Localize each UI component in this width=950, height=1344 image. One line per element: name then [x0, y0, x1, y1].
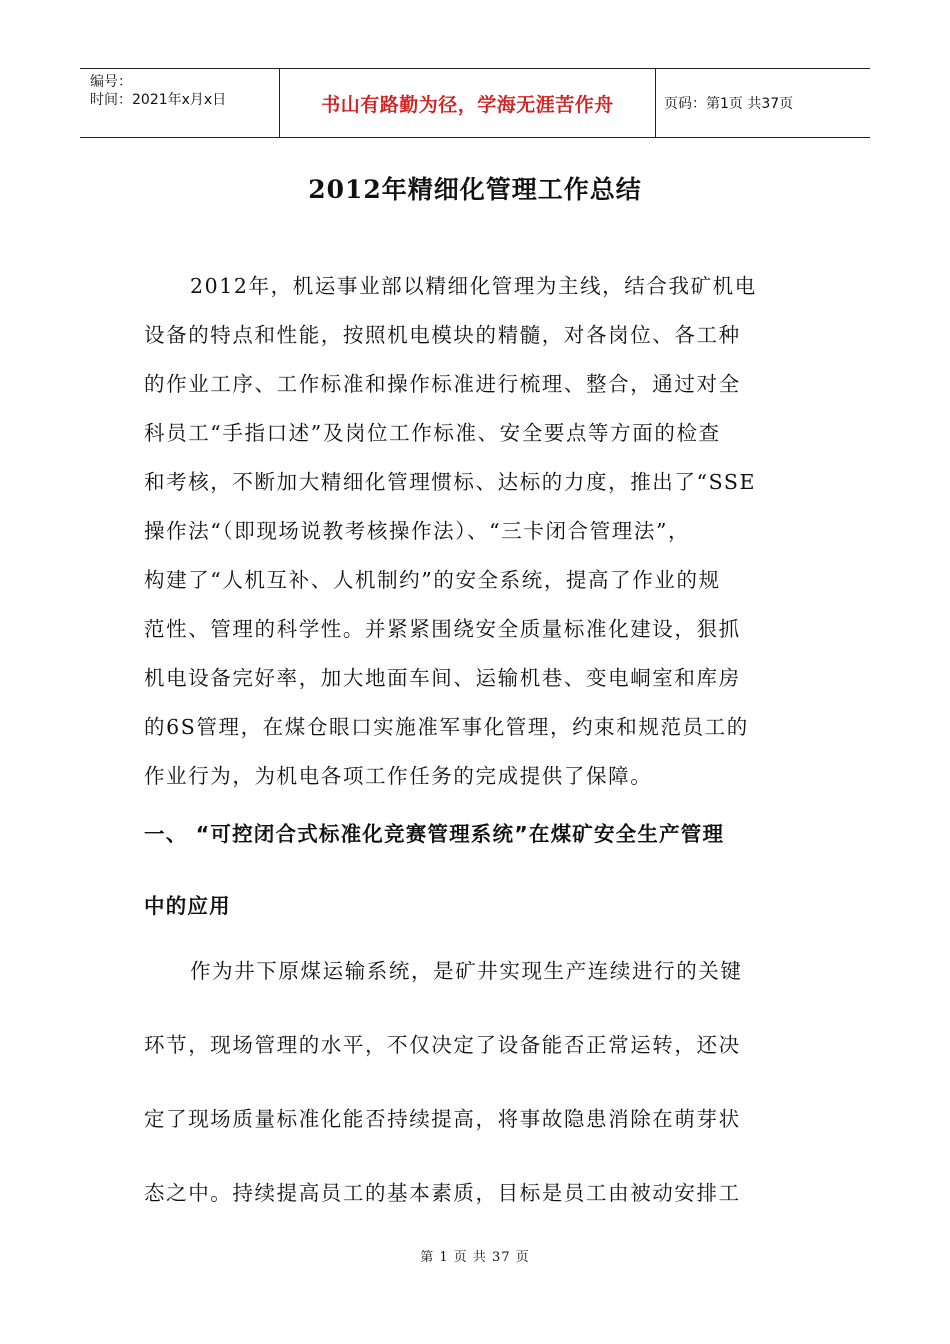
- header-motto: 书山有路勤为径，学海无涯苦作舟: [280, 69, 656, 137]
- number-label: 编号：: [90, 74, 132, 90]
- header-meta: [80, 69, 280, 137]
- paragraph-line: 操作法“（即现场说教考核操作法）、“三卡闭合管理法”，: [144, 519, 691, 543]
- paragraph-line: 定了现场质量标准化能否持续提高，将事故隐患消除在萌芽状: [144, 1107, 741, 1131]
- page-footer: 第 1 页 共 37 页: [420, 1250, 530, 1265]
- paragraph-line: 和考核，不断加大精细化管理惯标、达标的力度，推出了“SSE: [144, 470, 757, 494]
- paragraph-line: 的作业工序、工作标准和操作标准进行梳理、整合，通过对全: [144, 372, 741, 396]
- section-heading: [144, 808, 808, 952]
- paragraph-line: 作为井下原煤运输系统，是矿井实现生产连续进行的关键: [190, 959, 743, 983]
- date-label: 时间：2021年x月x日: [90, 92, 227, 108]
- paragraph-line: 设备的特点和性能，按照机电模块的精髓，对各岗位、各工种: [144, 323, 741, 347]
- paragraph-line: 构建了“人机互补、人机制约”的安全系统，提高了作业的规: [144, 568, 721, 592]
- document-header: [80, 68, 870, 138]
- header-page-info: 页码：第1页 共37页: [664, 96, 794, 112]
- paragraph-line: 环节，现场管理的水平，不仅决定了设备能否正常运转，还决: [144, 1033, 741, 1057]
- paragraph-line: 2012年，机运事业部以精细化管理为主线，结合我矿机电: [190, 274, 757, 298]
- paragraph-line: 机电设备完好率，加大地面车间、运输机巷、变电峒室和库房: [144, 666, 741, 690]
- heading-line: 中的应用: [144, 894, 231, 918]
- section-paragraph: [144, 946, 808, 1242]
- paragraph-line: 科员工“手指口述”及岗位工作标准、安全要点等方面的检查: [144, 421, 721, 445]
- heading-line: 一、 “可控闭合式标准化竞赛管理系统”在煤矿安全生产管理: [144, 822, 725, 846]
- intro-paragraph: [144, 262, 808, 801]
- document-title: 2012年精细化管理工作总结: [308, 175, 642, 204]
- paragraph-line: 作业行为，为机电各项工作任务的完成提供了保障。: [144, 764, 653, 788]
- paragraph-line: 范性、管理的科学性。并紧紧围绕安全质量标准化建设，狠抓: [144, 617, 741, 641]
- paragraph-line: 的6S管理，在煤仓眼口实施准军事化管理，约束和规范员工的: [144, 715, 749, 739]
- paragraph-line: 态之中。持续提高员工的基本素质，目标是员工由被动安排工: [144, 1181, 741, 1205]
